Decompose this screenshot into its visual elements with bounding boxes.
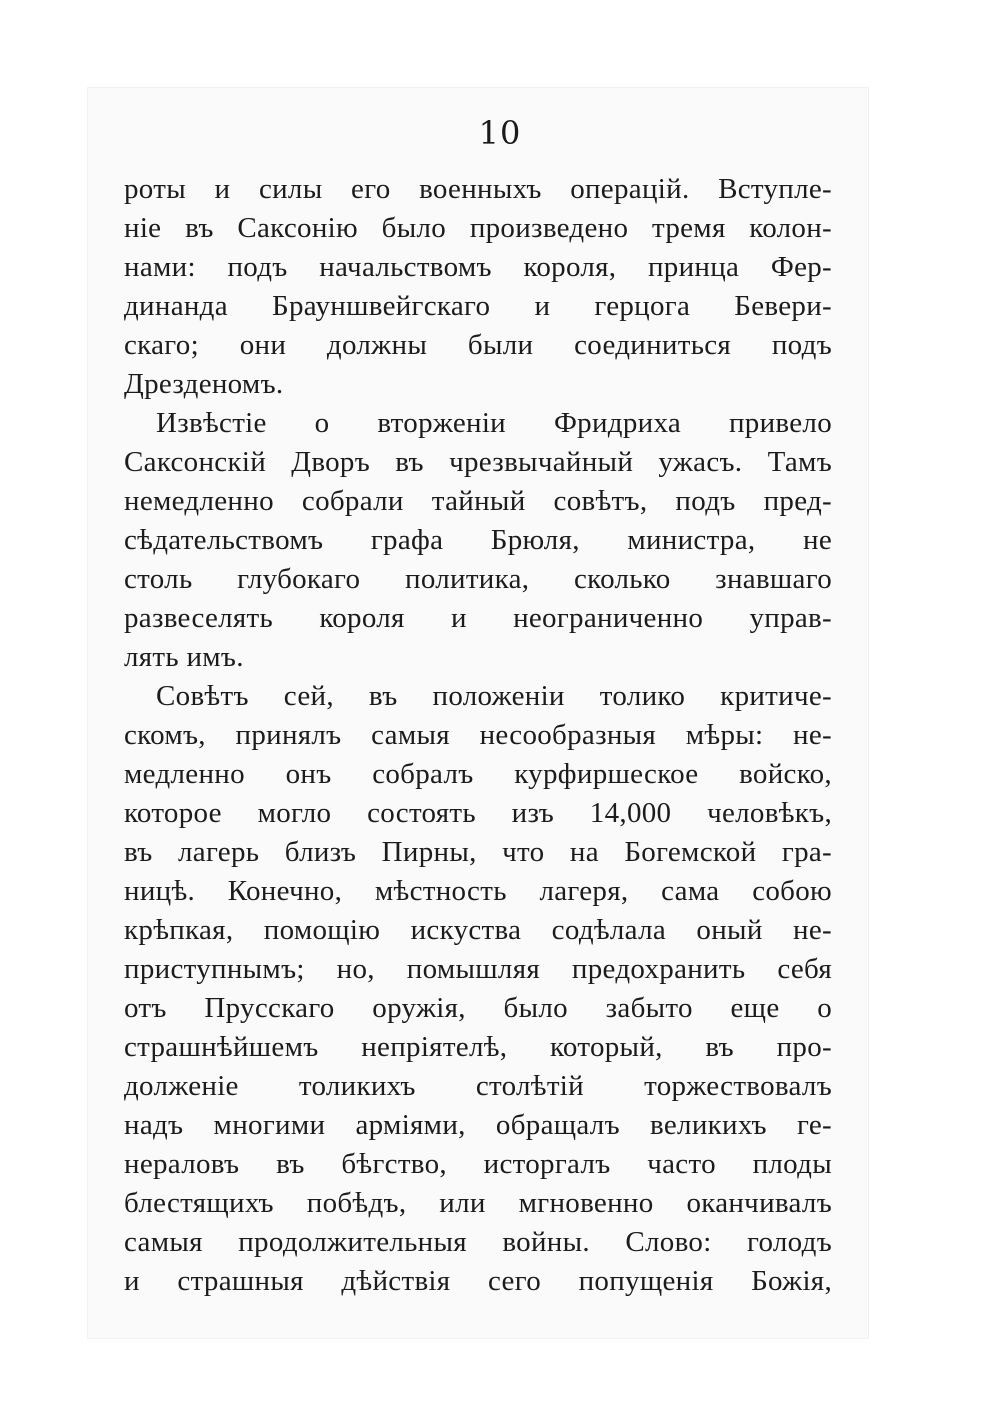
text-line: надъ многими арміями, обращалъ великихъ ге- (124, 1109, 832, 1141)
text-line: динанда Брауншвейгскаго и герцога Бевери- (124, 290, 832, 322)
text-line: развеселять короля и неограниченно управ- (124, 602, 832, 634)
text-line: ницѣ. Конечно, мѣстность лагеря, сама собою (124, 875, 832, 907)
text-line: приступнымъ; но, помышляя предохранить себя (124, 953, 832, 985)
text-line: блестящихъ побѣдъ, или мгновенно оканчивалъ (124, 1187, 832, 1219)
text-line: лять имъ. (124, 641, 244, 673)
text-line: Дрезденомъ. (124, 368, 284, 400)
page-number: 10 (478, 114, 522, 152)
text-line: ніе въ Саксонію было произведено тремя колон- (124, 212, 832, 244)
paragraph-1 (124, 170, 832, 404)
body-text (124, 170, 832, 1301)
text-line: страшнѣйшемъ непріятелѣ, который, въ про- (124, 1031, 832, 1063)
text-line: медленно онъ собралъ курфиршеское войско, (124, 758, 832, 790)
text-line: скаго; они должны были соединиться подъ (124, 329, 832, 361)
text-line: роты и силы его военныхъ операцій. Вступле- (124, 173, 832, 205)
text-line: немедленно собрали тайный совѣтъ, подъ пред- (124, 485, 832, 517)
text-line: въ лагерь близъ Пирны, что на Богемской гра- (124, 836, 832, 868)
text-line: Саксонскій Дворъ въ чрезвычайный ужасъ. Тамъ (124, 446, 832, 478)
text-line: Совѣтъ сей, въ положеніи толико критиче- (156, 680, 832, 712)
paragraph-3 (124, 677, 832, 1301)
text-line: нераловъ въ бѣгство, исторгалъ часто плоды (124, 1148, 832, 1180)
text-line: отъ Прусскаго оружія, было забыто еще о (124, 992, 832, 1024)
text-line: Извѣстіе о вторженіи Фридриха привело (156, 407, 832, 439)
text-line: столь глубокаго политика, сколько знавшаго (124, 563, 832, 595)
text-line: которое могло состоять изъ 14,000 человѣкъ, (124, 797, 832, 829)
text-line: и страшныя дѣйствія сего попущенія Божія, (124, 1265, 832, 1297)
paragraph-2 (124, 404, 832, 677)
text-line: крѣпкая, помощію искуства содѣлала оный не- (124, 914, 832, 946)
text-line: самыя продолжительныя войны. Слово: голодъ (124, 1226, 832, 1258)
text-line: долженіе толикихъ столѣтій торжествовалъ (124, 1070, 832, 1102)
text-line: нами: подъ начальствомъ короля, принца Фер- (124, 251, 832, 283)
text-line: сѣдательствомъ графа Брюля, министра, не (124, 524, 832, 556)
text-line: скомъ, принялъ самыя несообразныя мѣры: не- (124, 719, 832, 751)
